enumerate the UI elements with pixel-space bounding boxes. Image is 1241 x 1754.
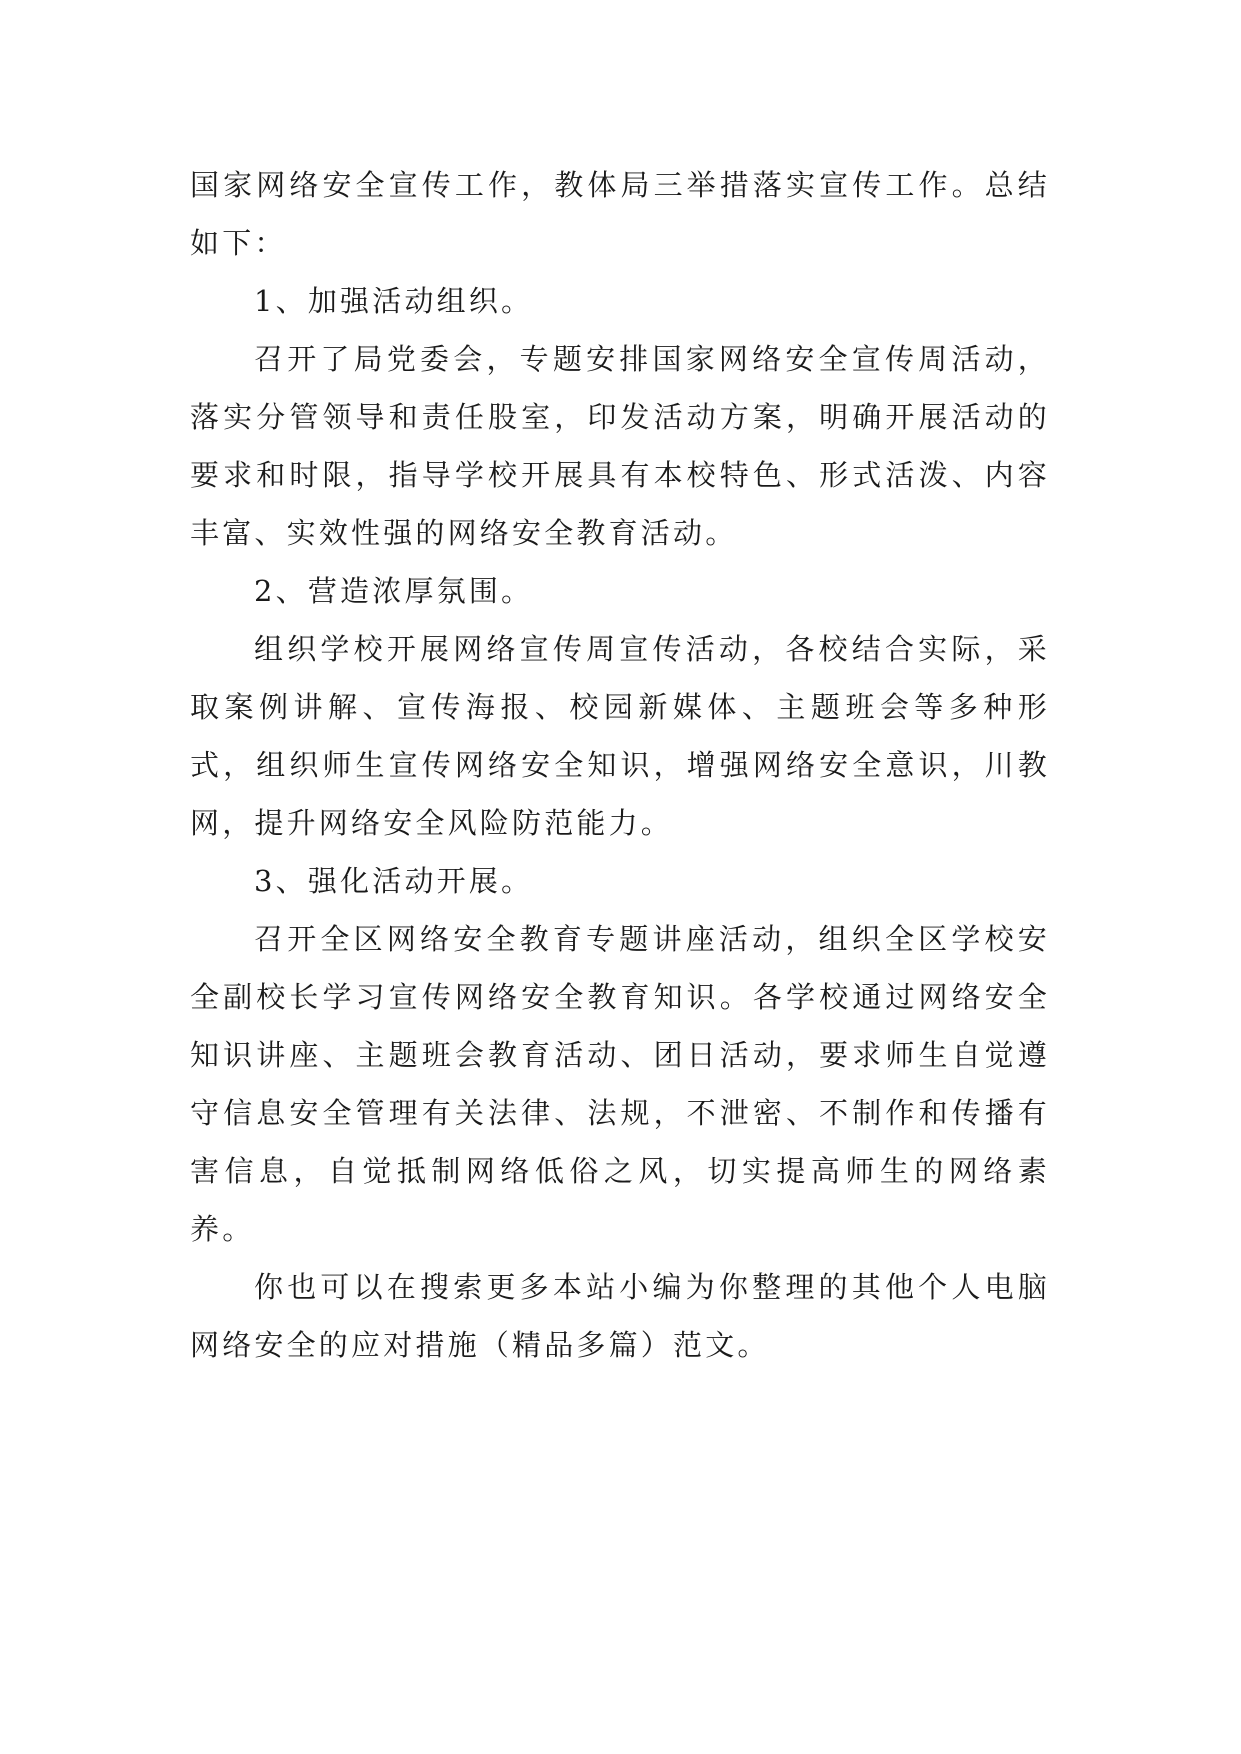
section-heading-2: 2、营造浓厚氛围。 [254,574,534,608]
paragraph-section-2: 组织学校开展网络宣传周宣传活动，各校结合实际，采取案例讲解、宣传海报、校园新媒体、主题班会等多种形式，组织师生宣传网络安全知识，增强网络安全意识，川教网，提升网络安全风险防范能力。 [190,632,1050,840]
paragraph-section-1: 召开了局党委会，专题安排国家网络安全宣传周活动，落实分管领导和责任股室，印发活动方案，明确开展活动的要求和时限，指导学校开展具有本校特色、形式活泼、内容丰富、实效性强的网络安全教育活动。 [190,342,1050,550]
paragraph-closing-note: 你也可以在搜索更多本站小编为你整理的其他个人电脑网络安全的应对措施（精品多篇）范文。 [190,1270,1050,1362]
paragraph-section-3: 召开全区网络安全教育专题讲座活动，组织全区学校安全副校长学习宣传网络安全教育知识。各学校通过网络安全知识讲座、主题班会教育活动、团日活动，要求师生自觉遵守信息安全管理有关法律、法规，不泄密、不制作和传播有害信息，自觉抵制网络低俗之风，切实提高师生的网络素养。 [190,922,1050,1246]
document-body [190,156,1050,1374]
section-heading-1: 1、加强活动组织。 [254,284,534,318]
section-heading-3: 3、强化活动开展。 [254,864,534,898]
paragraph-continuation: 国家网络安全宣传工作，教体局三举措落实宣传工作。总结如下： [190,168,1050,260]
